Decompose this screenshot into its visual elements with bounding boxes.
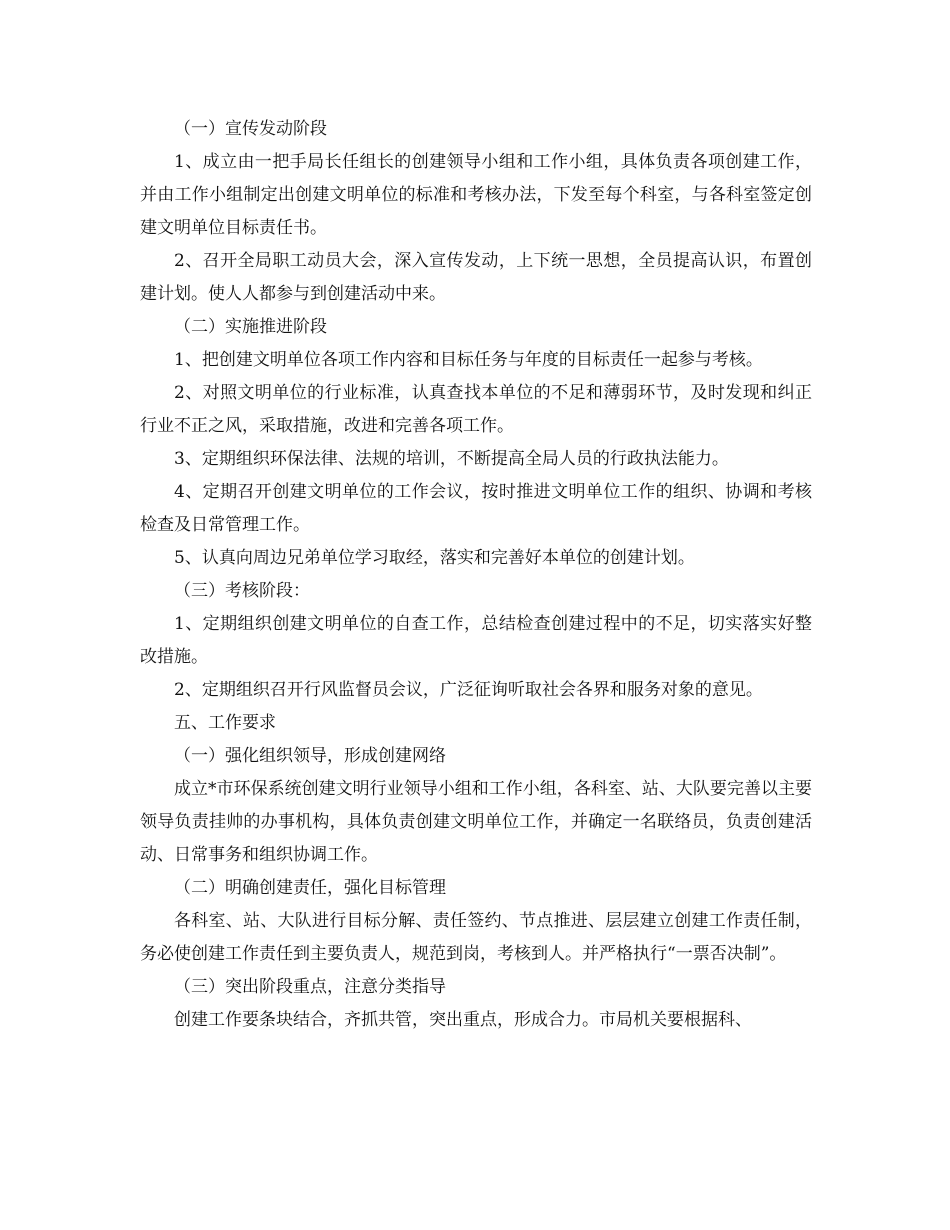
section-heading-work-requirements: 五、工作要求 <box>174 713 276 733</box>
paragraph: 2、对照文明单位的行业标准，认真查找本单位的不足和薄弱环节，及时发现和纠正行业不正之风，采取措施，改进和完善各项工作。 <box>140 383 812 436</box>
paragraph: 1、定期组织创建文明单位的自查工作，总结检查创建过程中的不足，切实落实好整改措施。 <box>140 614 812 667</box>
paragraph: 创建工作要条块结合，齐抓共管，突出重点，形成合力。市局机关要根据科、 <box>174 1010 752 1030</box>
paragraph: 1、把创建文明单位各项工作内容和目标任务与年度的目标责任一起参与考核。 <box>174 350 763 370</box>
paragraph: 成立*市环保系统创建文明行业领导小组和工作小组，各科室、站、大队要完善以主要领导负责挂帅的办事机构，具体负责创建文明单位工作，并确定一名联络员，负责创建活动、日常事务和组织协调工作。 <box>140 779 812 865</box>
paragraph: 各科室、站、大队进行目标分解、责任签约、节点推进、层层建立创建工作责任制，务必使创建工作责任到主要负责人，规范到岗，考核到人。并严格执行“一票否决制”。 <box>140 911 812 964</box>
paragraph: 3、定期组织环保法律、法规的培训，不断提高全局人员的行政执法能力。 <box>174 449 729 469</box>
section-heading-publicity-stage: （一）宣传发动阶段 <box>174 119 327 139</box>
paragraph: 1、成立由一把手局长任组长的创建领导小组和工作小组，具体负责各项创建工作，并由工作小组制定出创建文明单位的标准和考核办法，下发至每个科室，与各科室签定创建文明单位目标责任书。 <box>140 152 812 238</box>
subsection-heading-organization: （一）强化组织领导，形成创建网络 <box>174 746 446 766</box>
paragraph: 5、认真向周边兄弟单位学习取经，落实和完善好本单位的创建计划。 <box>174 548 695 568</box>
paragraph: 2、定期组织召开行风监督员会议，广泛征询听取社会各界和服务对象的意见。 <box>174 680 763 700</box>
subsection-heading-responsibility: （二）明确创建责任，强化目标管理 <box>174 878 446 898</box>
paragraph: 2、召开全局职工动员大会，深入宣传发动，上下统一思想，全员提高认识，布置创建计划。使人人都参与到创建活动中来。 <box>140 251 812 304</box>
document-body <box>140 113 812 1037</box>
section-heading-implementation-stage: （二）实施推进阶段 <box>174 317 327 337</box>
paragraph: 4、定期召开创建文明单位的工作会议，按时推进文明单位工作的组织、协调和考核检查及日常管理工作。 <box>140 482 812 535</box>
subsection-heading-stage-focus: （三）突出阶段重点，注意分类指导 <box>174 977 446 997</box>
section-heading-assessment-stage: （三）考核阶段： <box>174 581 310 601</box>
